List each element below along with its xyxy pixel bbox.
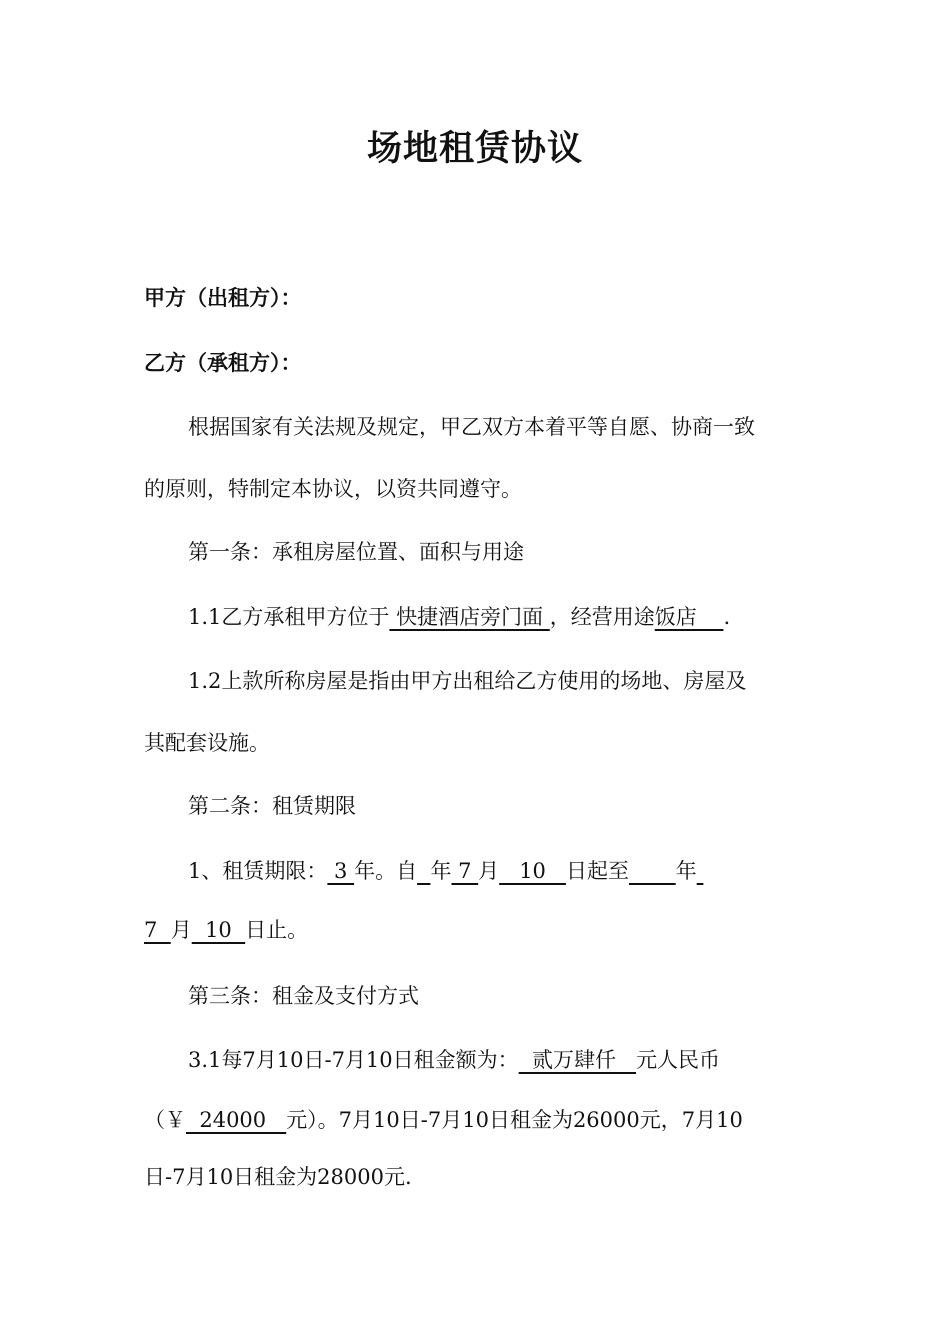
- intro-paragraph-line-2: 的原则，特制定本协议，以资共同遵守。: [144, 477, 522, 501]
- clause-1-1-text: ，经营用途: [549, 605, 655, 629]
- rent-text: 元）。7月10日-7月10日租金为26000元，7月10: [286, 1108, 743, 1132]
- article-3-heading: 第三条：租金及支付方式: [188, 984, 419, 1008]
- rent-amount-number-field: 24000: [186, 1108, 287, 1132]
- end-month-field: 7: [144, 918, 171, 942]
- lease-term-text: 日止。: [245, 918, 309, 942]
- lease-term-text: 日起至: [565, 859, 629, 883]
- intro-paragraph-line-1: 根据国家有关法规及规定，甲乙双方本着平等自愿、协商一致: [188, 415, 755, 439]
- lease-term-text: 1、租赁期限：: [188, 859, 328, 883]
- lease-term-line-1: [144, 855, 868, 887]
- lease-term-text: 月: [478, 859, 500, 883]
- end-year-field: [629, 859, 676, 883]
- clause-1-2-line-1: 1.2上款所称房屋是指由甲方出租给乙方使用的场地、房屋及: [188, 669, 747, 693]
- rent-text: （￥: [144, 1108, 186, 1132]
- lease-term-text: 年: [675, 859, 697, 883]
- rent-line-1: [144, 1044, 868, 1076]
- end-day-field: 10: [191, 918, 246, 942]
- rent-line-3: 日-7月10日租金为28000元.: [144, 1165, 412, 1189]
- rent-amount-words-field: 贰万肆仟: [518, 1048, 637, 1072]
- end-month-field-start: [697, 859, 704, 883]
- clause-1-1-text: .: [723, 605, 731, 629]
- lease-term-text: 年: [430, 859, 452, 883]
- lease-term-text: 年。自: [354, 859, 418, 883]
- clause-1-1: [144, 601, 868, 633]
- premises-location-field: 快捷酒店旁门面: [389, 605, 550, 629]
- rent-line-2: [144, 1104, 824, 1136]
- lease-term-text: 月: [170, 918, 192, 942]
- start-day-field: 10: [499, 859, 566, 883]
- document-title: 场地租赁协议: [366, 128, 583, 169]
- start-month-field: 7: [451, 859, 479, 883]
- party-a-label: 甲方（出租方）：: [144, 285, 302, 310]
- article-2-heading: 第二条：租赁期限: [188, 794, 356, 818]
- rent-text: 3.1每7月10日-7月10日租金额为：: [188, 1048, 519, 1072]
- clause-1-1-text: 1.1乙方承租甲方位于: [188, 605, 390, 629]
- lease-term-line-2: [144, 914, 824, 946]
- clause-1-2-line-2: 其配套设施。: [144, 731, 270, 755]
- start-year-field: [417, 859, 430, 883]
- party-b-label: 乙方（承租方）：: [144, 350, 302, 375]
- business-use-field: 饭店: [654, 605, 724, 629]
- rent-text: 元人民币: [636, 1048, 721, 1072]
- term-years-field: 3: [327, 859, 355, 883]
- article-1-heading: 第一条：承租房屋位置、面积与用途: [188, 540, 524, 564]
